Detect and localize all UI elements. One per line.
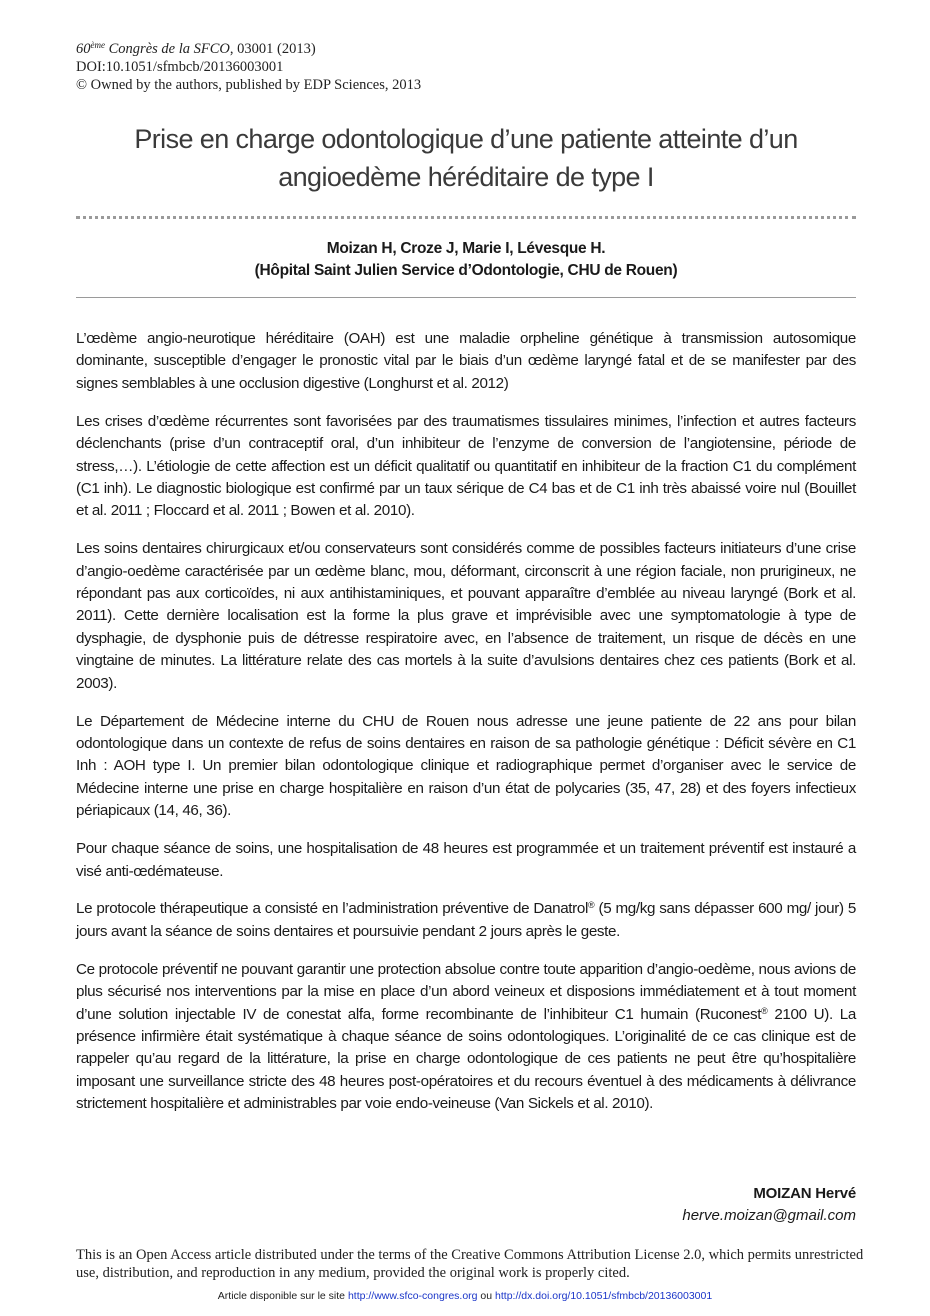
signature-block xyxy=(682,1183,856,1227)
availability-connector: ou xyxy=(477,1290,496,1302)
paragraph-2: Les crises d’œdème récurrentes sont favorisées par des traumatismes tissulaires minimes, l’infection et autres facteurs déclenchants (prise d’un contraceptif oral, d’un inhibiteur de l’enzyme de conversion de l’angiotensine, période de stress,…). L’étiologie de cette affection est un déficit qualitatif ou quantitatif en inhibiteur de la fraction C1 du complément (C1 inh). Le diagnostic biologique est confirmé par un taux sérique de C4 bas et de C1 inh très abaissé voire nul (Bouillet et al. 2011 ; Floccard et al. 2011 ; Bowen et al. 2010). xyxy=(76,412,856,520)
paragraph-6-text-b: (5 mg/kg sans dépasser 600 mg/ jour) 5 jours avant la séance de soins dentaires et poursuivie pendant 2 jours après le geste. xyxy=(76,900,856,940)
conference-ordinal: 60 xyxy=(76,41,91,57)
site-link[interactable]: http://www.sfco-congres.org xyxy=(347,1290,478,1302)
paragraph-7 xyxy=(76,959,856,1116)
article-title xyxy=(76,120,856,196)
title-line-2: angioedème héréditaire de type I xyxy=(278,162,654,192)
paragraph-5: Pour chaque séance de soins, une hospitalisation de 48 heures est programmée et un traitement préventif est instauré a visé anti-œdémateuse. xyxy=(76,840,856,880)
article-body xyxy=(76,328,856,1131)
conference-ordinal-suffix: ème xyxy=(90,40,105,50)
paragraph-6 xyxy=(76,898,856,943)
journal-header xyxy=(76,36,421,94)
author-block xyxy=(76,238,856,282)
solid-divider xyxy=(76,297,856,298)
paragraph-3: Les soins dentaires chirurgicaux et/ou conservateurs sont considérés comme de possibles facteurs initiateurs d’une crise d’angio-oedème caractérisée par un œdème blanc, mou, déformant, circonscrit à une région faciale, non prurigineux, ne répondant pas aux corticoïdes, ni aux antihistaminiques, et pouvant apparaître d’emblée au niveau laryngé (Bork et al. 2011). Cette dernière localisation est la forme la plus grave et imprévisible avec une symptomatologie à type de dysphagie, de dysphonie puis de détresse respiratoire avec, en l’absence de traitement, un risque de décès en une vingtaine de minutes. La littérature relate des cas mortels à la suite d’avulsions dentaires chez ces patients (Bork et al. 2003). xyxy=(76,540,856,692)
availability-line xyxy=(0,1289,930,1303)
conference-name: Congrès de la SFCO xyxy=(105,41,230,57)
license-notice: This is an Open Access article distributed under the terms of the Creative Commons Attribution License 2.0, which permits unrestricted use, distribution, and reproduction in any medium, provided the original work is properly cited. xyxy=(76,1247,864,1281)
author-affiliation: (Hôpital Saint Julien Service d’Odontologie, CHU de Rouen) xyxy=(254,262,678,279)
signature-email[interactable]: herve.moizan@gmail.com xyxy=(682,1207,856,1224)
paragraph-1: L’œdème angio-neurotique héréditaire (OAH) est une maladie orpheline génétique à transmission autosomique dominante, susceptible d’engager le pronostic vital par le biais d’un œdème laryngé fatal et de se manifester par des signes semblables à une occlusion digestive (Longhurst et al. 2012) xyxy=(76,330,856,392)
paragraph-7-text-b: 2100 U). La présence infirmière était systématique à chaque séance de soins odontologiques. L’originalité de ce cas clinique est de rappeler qu’au regard de la littérature, la prise en charge odontologique de ces patients ne peut être qu’hospitalière imposant une surveillance stricte des 48 heures post-opératoires et du recours éventuel à des médicaments à délivrance strictement hospitalière et administrables par voie endo-veineuse (Van Sickels et al. 2010). xyxy=(76,1005,856,1113)
title-line-1: Prise en charge odontologique d’une patiente atteinte d’un xyxy=(134,124,798,154)
doi-link[interactable]: http://dx.doi.org/10.1051/sfmbcb/20136003001 xyxy=(495,1290,713,1302)
paragraph-7-text-a: Ce protocole préventif ne pouvant garantir une protection absolue contre toute apparition d’angio-oedème, nous avions de plus sécurisé nos interventions par la mise en place d’un abord veineux et disposions immédiatement et à tout moment d’une solution injectable IV de conestat alfa, forme recombinante de l’inhibiteur C1 humain (Ruconest xyxy=(76,960,856,1023)
conference-line xyxy=(76,36,421,58)
registered-mark: ® xyxy=(587,900,595,911)
signature-name: MOIZAN Hervé xyxy=(753,1185,856,1202)
dotted-divider xyxy=(76,216,856,219)
article-ref: , 03001 (2013) xyxy=(229,41,316,57)
registered-mark: ® xyxy=(761,1005,768,1016)
copyright: © Owned by the authors, published by EDP Sciences, 2013 xyxy=(76,77,422,93)
paragraph-6-text-a: Le protocole thérapeutique a consisté en l’administration préventive de Danatrol xyxy=(76,900,588,918)
paragraph-4: Le Département de Médecine interne du CHU de Rouen nous adresse une jeune patiente de 22 ans pour bilan odontologique dans un contexte de refus de soins dentaires en raison de sa pathologie génétique : Déficit sévère en C1 Inh : AOH type I. Un premier bilan odontologique clinique et radiographique permet d’organiser avec le service de Médecine interne une prise en charge hospitalière en raison d’un état de polycaries (35, 47, 28) et des foyers infectieux périapicaux (14, 46, 36). xyxy=(76,712,856,820)
availability-prefix: Article disponible sur le site xyxy=(217,1290,348,1302)
doi: DOI:10.1051/sfmbcb/20136003001 xyxy=(76,59,284,75)
author-names: Moizan H, Croze J, Marie I, Lévesque H. xyxy=(326,240,606,257)
